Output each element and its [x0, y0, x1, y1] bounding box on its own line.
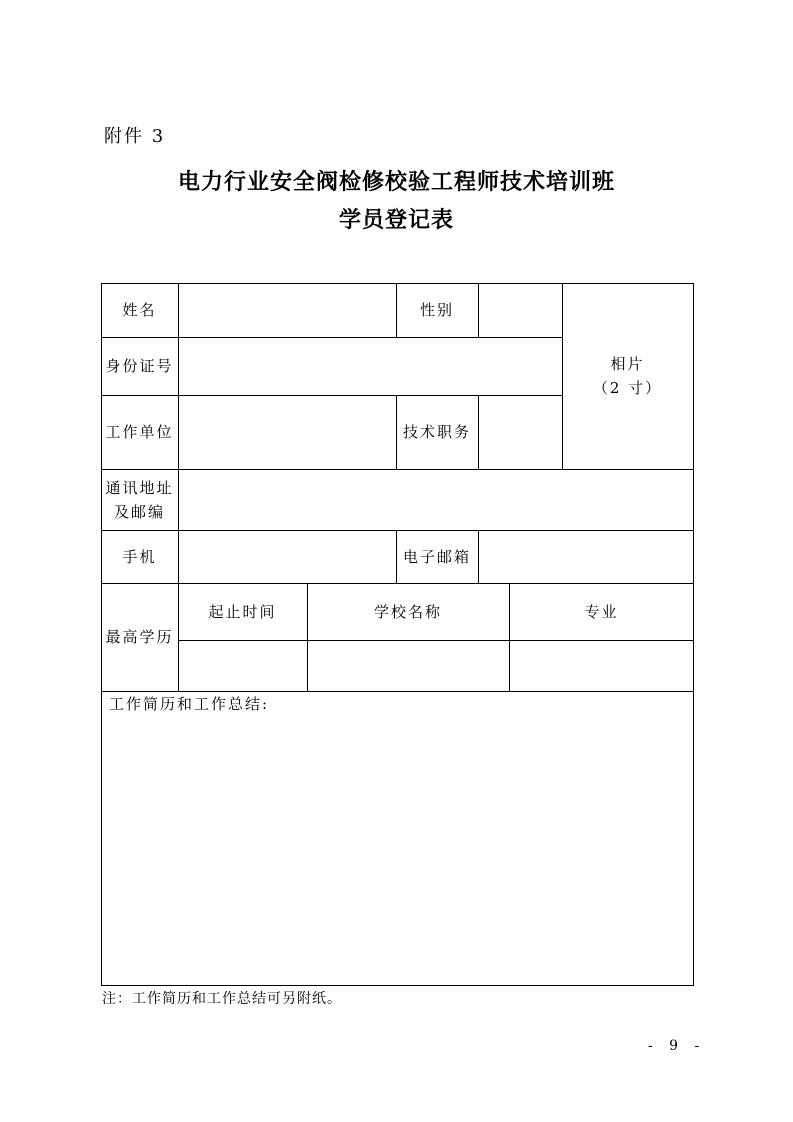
school-header: 学校名称: [373, 602, 442, 621]
address-label-line2: 及邮编: [113, 502, 165, 521]
name-label: 姓名: [122, 301, 157, 319]
period-header: 起止时间: [208, 602, 277, 621]
registration-form-table: [101, 283, 694, 986]
attachment-label: 附件 3: [104, 126, 166, 147]
form-subtitle: 学员登记表: [338, 208, 454, 233]
job-title-label: 技术职务: [402, 423, 471, 441]
photo-label: 相片: [610, 355, 645, 373]
email-field[interactable]: [479, 531, 693, 582]
resume-label: 工作简历和工作总结:: [109, 695, 270, 713]
resume-field[interactable]: [102, 717, 693, 985]
page-number: - 9 -: [648, 1038, 706, 1054]
job-title-field[interactable]: [479, 396, 561, 468]
table-border-bottom: [101, 985, 694, 986]
email-label: 电子邮箱: [402, 547, 471, 566]
address-field[interactable]: [179, 470, 693, 529]
address-label: [101, 469, 178, 530]
education-label: 最高学历: [105, 628, 174, 646]
major-field[interactable]: [510, 641, 692, 690]
mobile-field[interactable]: [179, 531, 395, 582]
footnote: 注：工作简历和工作总结可另附纸。: [102, 991, 342, 1007]
id-number-label: 身份证号: [105, 357, 174, 375]
major-header: 专业: [584, 602, 619, 621]
photo-box[interactable]: [562, 283, 693, 469]
address-label-line1: 通讯地址: [105, 478, 174, 497]
row-divider: [101, 691, 694, 692]
period-field[interactable]: [179, 641, 306, 690]
gender-label: 性别: [419, 301, 454, 319]
id-number-field[interactable]: [179, 338, 561, 394]
school-field[interactable]: [308, 641, 508, 690]
mobile-label: 手机: [122, 547, 157, 566]
employer-label: 工作单位: [105, 423, 174, 441]
gender-field[interactable]: [479, 284, 561, 336]
name-field[interactable]: [179, 284, 395, 336]
employer-field[interactable]: [179, 396, 395, 468]
photo-size-label: （2 寸）: [592, 379, 663, 397]
form-title: 电力行业安全阀检修校验工程师技术培训班: [177, 170, 615, 195]
